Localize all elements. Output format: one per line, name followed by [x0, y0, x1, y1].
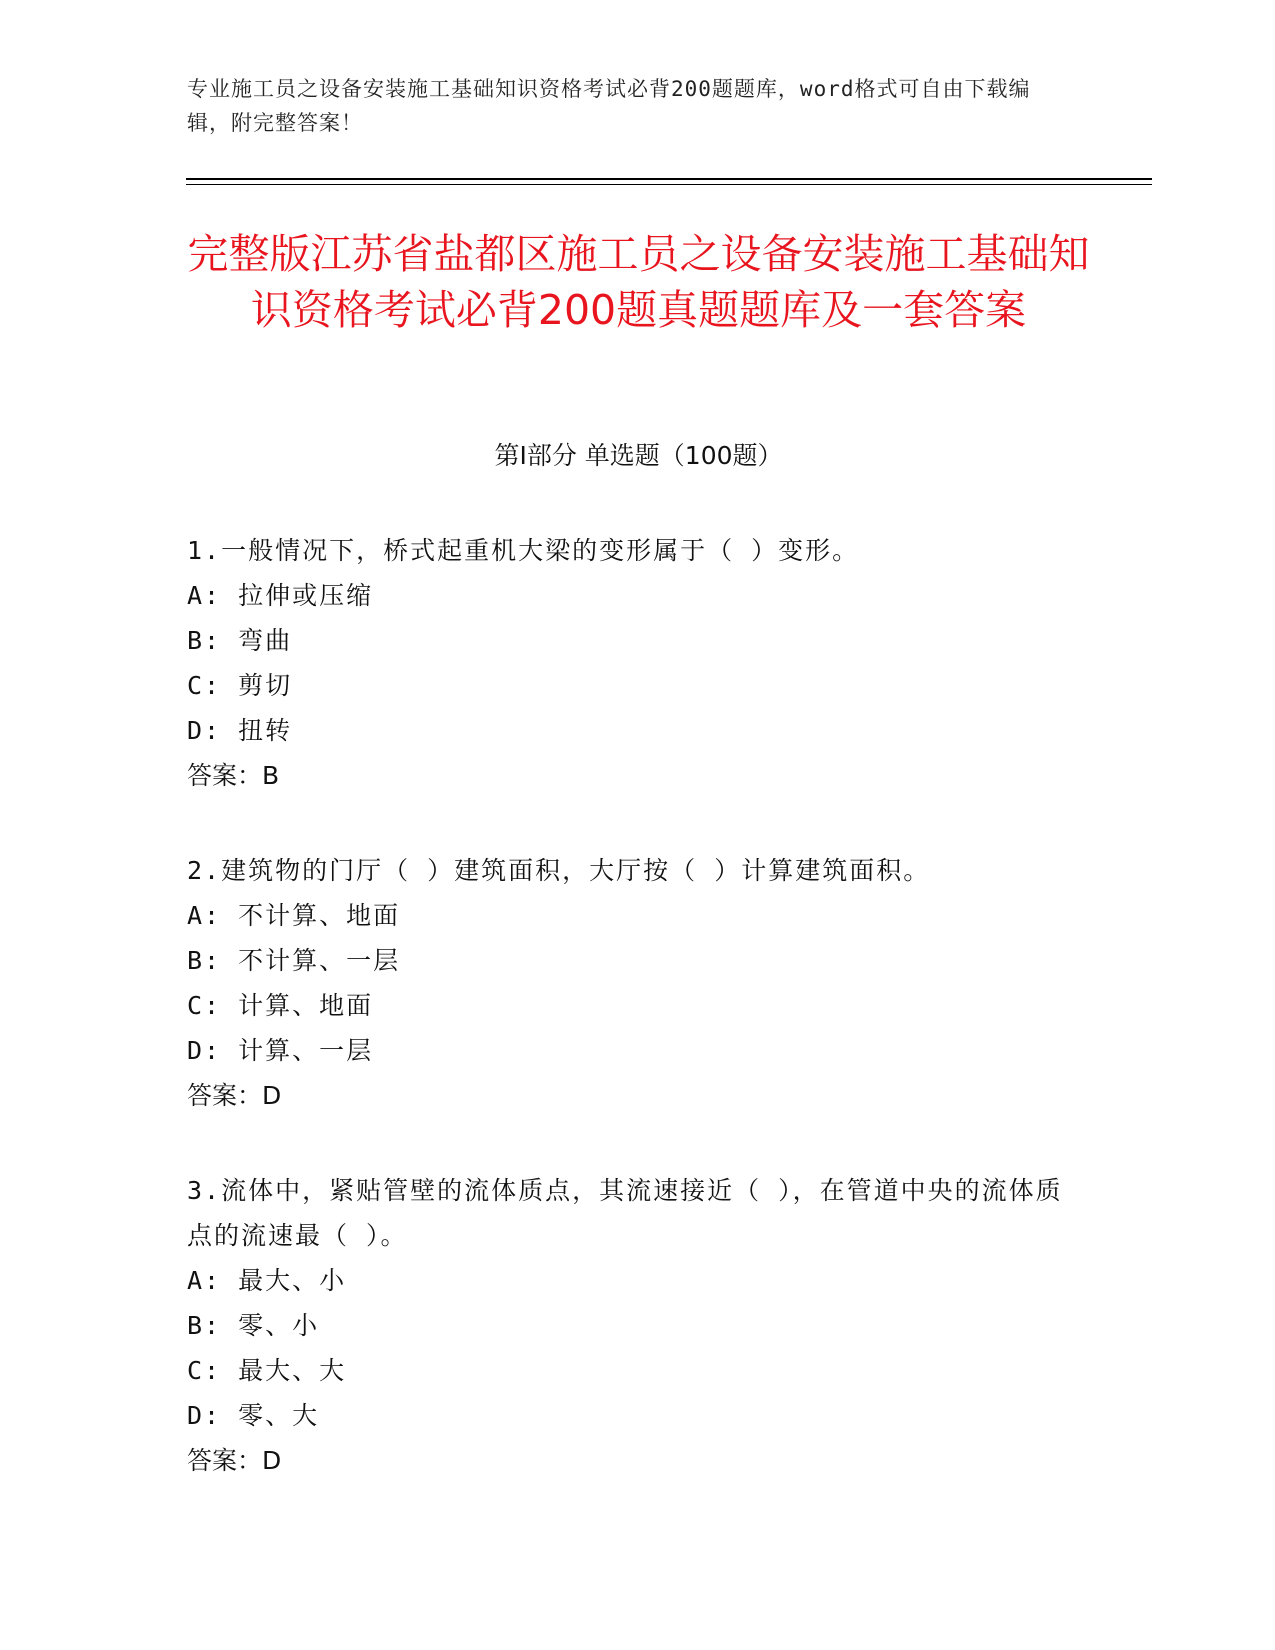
answer-line: 答案：D	[187, 1081, 282, 1110]
option-a: A: 最大、小	[187, 1266, 347, 1295]
option-d: D: 扭转	[187, 716, 293, 745]
answer-line: 答案：B	[187, 761, 280, 790]
option-b: B: 不计算、一层	[187, 946, 401, 975]
question-stem: 2.建筑物的门厅（ ）建筑面积，大厅按（ ）计算建筑面积。	[187, 856, 931, 885]
option-d: D: 计算、一层	[187, 1036, 374, 1065]
document-title: 完整版江苏省盐都区施工员之设备安装施工基础知识资格考试必背200题真题题库及一套答案	[187, 230, 1090, 334]
header-note: 专业施工员之设备安装施工基础知识资格考试必背200题题库，word格式可自由下载编辑，附完整答案！	[187, 77, 1031, 135]
question-item	[187, 1168, 1067, 1483]
option-c: C: 剪切	[187, 671, 293, 700]
question-stem: 3.流体中，紧贴管壁的流体质点，其流速接近（ ），在管道中央的流体质点的流速最（ ）。	[187, 1176, 1063, 1250]
option-c: C: 计算、地面	[187, 991, 374, 1020]
option-a: A: 拉伸或压缩	[187, 581, 374, 610]
section-title: 第Ⅰ部分 单选题（100题）	[494, 441, 783, 470]
header-rule-thick	[186, 178, 1152, 180]
question-list	[187, 528, 1067, 1533]
header-rule-thin	[186, 184, 1152, 185]
question-stem: 1.一般情况下，桥式起重机大梁的变形属于（ ）变形。	[187, 536, 860, 565]
option-a: A: 不计算、地面	[187, 901, 401, 930]
answer-line: 答案：D	[187, 1446, 282, 1475]
option-b: B: 零、小	[187, 1311, 320, 1340]
question-item	[187, 848, 1067, 1118]
question-item	[187, 528, 1067, 798]
option-c: C: 最大、大	[187, 1356, 347, 1385]
option-d: D: 零、大	[187, 1401, 320, 1430]
option-b: B: 弯曲	[187, 626, 293, 655]
